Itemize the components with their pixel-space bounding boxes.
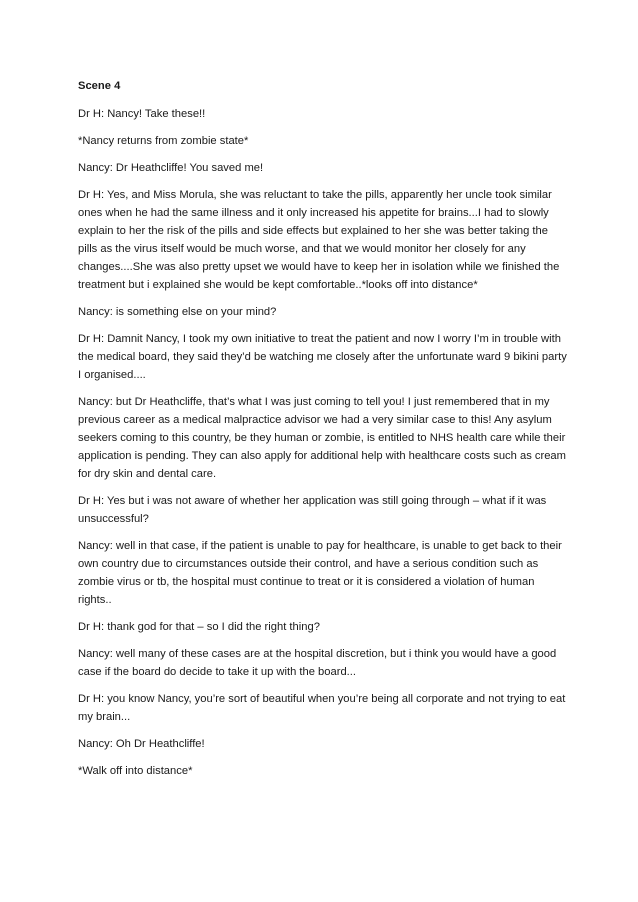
paragraph-3: Nancy: Dr Heathcliffe! You saved me! xyxy=(78,162,264,174)
paragraph-7: Nancy: but Dr Heathcliffe, that’s what I was just coming to tell you! I just remembered that in my previous career as a medical malpractice advisor we had a very similar case to this! Any asylum seekers coming to this country, be they human or zombie, is entitled to NHS health care while their application is pending. They can also apply for additional help with healthcare costs such as cream for dry skin and dental care. xyxy=(78,396,566,480)
paragraph-4: Dr H: Yes, and Miss Morula, she was reluctant to take the pills, apparently her uncle took similar ones when he had the same illness and it only increased his appetite for brains...I had to slowly explain to her the risk of the pills and side effects but explained to her she was better taking the pills as the virus itself would be much worse, and that we would monitor her closely for any changes....She was also pretty upset we would have to keep her in isolation while we finished the treatment but i explained she would be kept comfortable..*looks off into distance* xyxy=(78,189,560,291)
paragraph-9: Nancy: well in that case, if the patient is unable to pay for healthcare, is unable to get back to their own country due to circumstances outside their control, and have a serious condition such as zombie virus or tb, the hospital must continue to treat or it is considered a violation of human rights.. xyxy=(78,540,562,606)
paragraph-2: *Nancy returns from zombie state* xyxy=(78,135,249,147)
paragraph-14: *Walk off into distance* xyxy=(78,765,193,777)
paragraph-6: Dr H: Damnit Nancy, I took my own initiative to treat the patient and now I worry I’m in trouble with the medical board, they said they’d be watching me closely after the unfortunate ward 9 bikini party I organised.... xyxy=(78,333,567,381)
paragraph-13: Nancy: Oh Dr Heathcliffe! xyxy=(78,738,205,750)
paragraph-5: Nancy: is something else on your mind? xyxy=(78,306,277,318)
paragraph-11: Nancy: well many of these cases are at the hospital discretion, but i think you would have a good case if the board do decide to take it up with the board... xyxy=(78,648,557,678)
paragraph-10: Dr H: thank god for that – so I did the right thing? xyxy=(78,621,320,633)
paragraph-1: Dr H: Nancy! Take these!! xyxy=(78,108,206,120)
paragraph-8: Dr H: Yes but i was not aware of whether her application was still going through – what if it was unsuccessful? xyxy=(78,495,547,525)
document-page xyxy=(78,77,568,789)
paragraph-12: Dr H: you know Nancy, you’re sort of beautiful when you’re being all corporate and not trying to eat my brain... xyxy=(78,693,566,723)
scene-heading: Scene 4 xyxy=(78,80,121,92)
